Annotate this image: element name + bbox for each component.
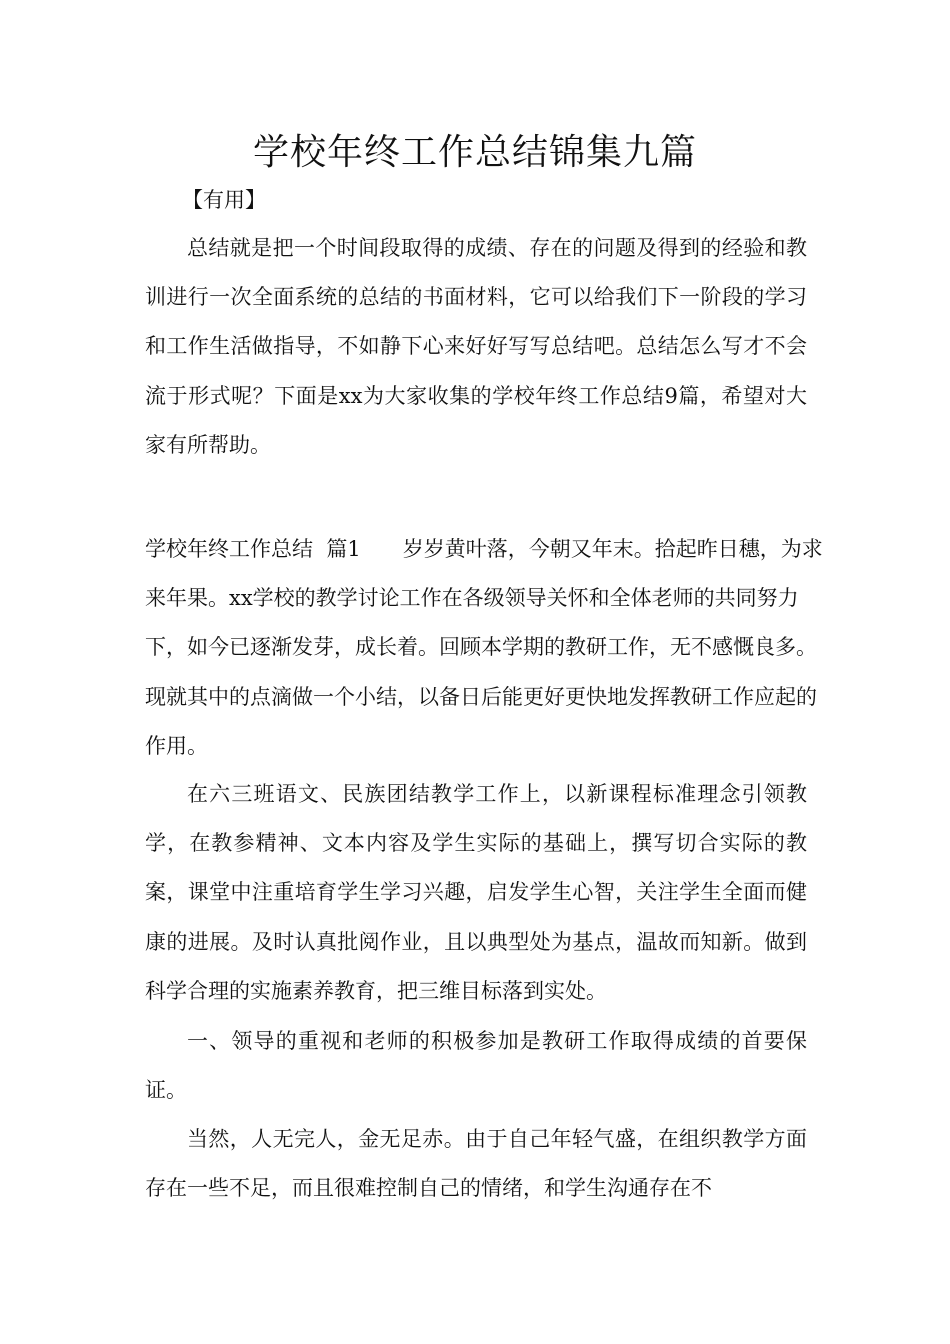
section-1-paragraph [145,525,825,771]
body-paragraph-4: 当然，人无完人，金无足赤。由于自己年轻气盛，在组织教学方面存在一些不足，而且很难控制自己的情绪，和学生沟通存在不 [145,1127,807,1201]
document-subtitle: 【有用】 [182,188,266,212]
body-paragraph-3: 一、领导的重视和老师的积极参加是教研工作取得成绩的首要保证。 [145,1029,807,1103]
body-paragraph-2: 在六三班语文、民族团结教学工作上，以新课程标准理念引领教学，在教参精神、文本内容及学生实际的基础上，撰写切合实际的教案，课堂中注重培育学生学习兴趣，启发学生心智，关注学生全面而健康的进展。及时认真批阅作业，且以典型处为基点，温故而知新。做到科学合理的实施素养教育，把三维目标落到实处。 [145,782,807,1003]
section-1-lead-text: 岁岁黄叶落，今朝又年末。拾起昨日穗，为求来年果。xx学校的教学讨论工作在各级领导关怀和全体老师的共同努力下，如今已逐渐发芽，成长着。回顾本学期的教研工作，无不感慨良多。现就其中的点滴做一个小结，以备日后能更好更快地发挥教研工作应起的作用。 [145,537,823,758]
intro-paragraph: 总结就是把一个时间段取得的成绩、存在的问题及得到的经验和教训进行一次全面系统的总结的书面材料，它可以给我们下一阶段的学习和工作生活做指导，不如静下心来好好写写总结吧。总结怎么写才不会流于形式呢？下面是xx为大家收集的学校年终工作总结9篇，希望对大家有所帮助。 [145,236,807,457]
document-title: 学校年终工作总结锦集九篇 [252,132,697,173]
section-1-heading: 学校年终工作总结 篇1 [145,537,361,561]
